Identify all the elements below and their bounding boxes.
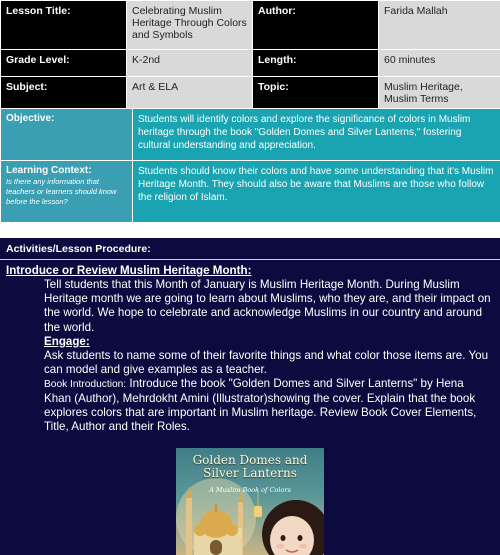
book-intro-paragraph [44,377,492,406]
activities-heading: Activities/Lesson Procedure: [0,236,500,260]
book-cover-title: Golden Domes and Silver Lanterns [192,453,308,480]
intro-text: Tell students that this Month of January is Muslim Heritage Month. During Muslim Heritage month we are going to learn about Muslims, who they are, and their impact on the world. We hope to celebrate and acknowledge Muslims in our country and around the world. [44,278,491,334]
length-value: 60 minutes [379,50,500,77]
book-intro-text: Introduce the book "Golden Domes and Silver Lanterns" by Hena Khan (Author), Mehrdokht Amini (Illustrator)showing the cover. Explain that the book [44,377,476,405]
lesson-title-label: Lesson Title: [1,1,127,50]
engage-section-title: Engage: [44,334,90,348]
intro-section-title: Introduce or Review Muslim Heritage Month: [6,264,252,277]
lesson-info-table [0,0,500,112]
topic-label: Topic: [253,77,379,112]
activities-indent-block [6,278,492,434]
length-label: Length: [253,50,379,77]
book-intro-text-2: explores colors that are important in Muslim heritage. Review Book Cover Elements, Title, Author and their Roles. [44,405,477,433]
objective-label: Objective: [1,109,133,161]
grade-label: Grade Level: [1,50,127,77]
objective-text: Students will identify colors and explore the significance of colors in Muslim heritage through the book "Golden Domes and Silver Lanterns," fostering cultural understanding and appreciation. [133,109,500,161]
subject-label: Subject: [1,77,127,112]
learning-context-sublabel: Is there any information that teachers or learners should know before the lesson? [6,177,117,206]
grade-value: K-2nd [127,50,253,77]
book-cover-image [176,448,324,555]
learning-context-cell [1,161,133,223]
author-label: Author: [253,1,379,50]
author-value: Farida Mallah [379,1,500,50]
book-cover-subtitle: A Muslim Book of Colors [209,486,291,494]
learning-context-label: Learning Context: [6,165,92,176]
book-intro-label: Book Introduction: [44,379,127,391]
lesson-title-value: Celebrating Muslim Heritage Through Colors and Symbols [127,1,253,50]
subject-value: Art & ELA [127,77,253,112]
engage-text: Ask students to name some of their favorite things and what color those items are. You can model and give examples as a teacher. [44,348,489,376]
topic-value: Muslim Heritage, Muslim Terms [379,77,500,112]
learning-context-text: Students should know their colors and have some understanding that it's Muslim Heritage Month. They should also be aware that Muslims are those who follow the religion of Islam. [133,161,500,223]
objective-table [0,108,500,223]
